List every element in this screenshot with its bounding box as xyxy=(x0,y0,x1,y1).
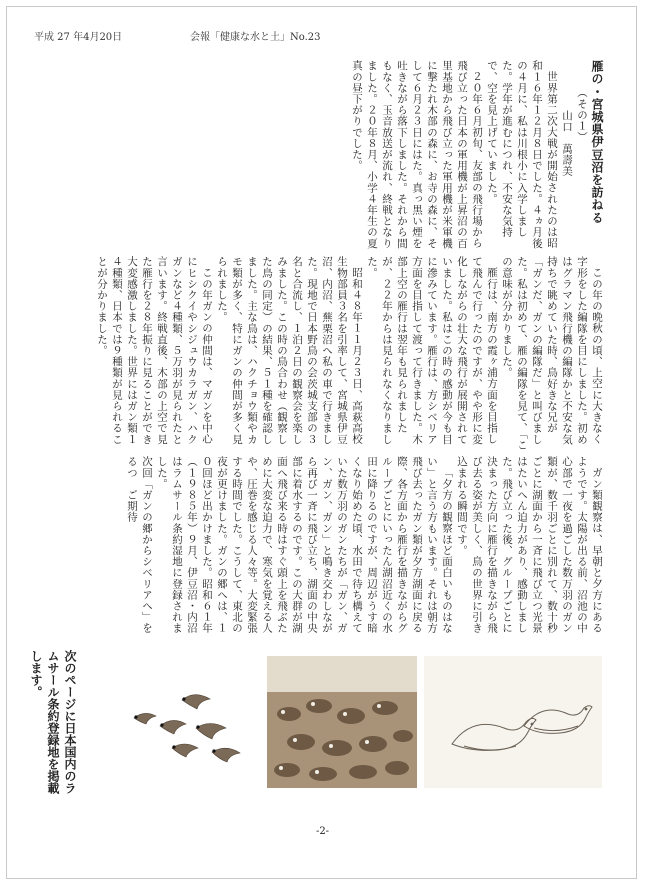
article-title: 雁の・宮城県伊豆沼を訪ねる xyxy=(590,60,604,224)
paragraph: ２０年６月初旬、友部の飛行場から飛び立った日本の軍用機が上昇沼の百里基地から飛び立った軍用機が米軍機に撃たれ木部の森に、お寺の森に、そして６月２３日にはた。真っ黒い煙を吐きながら落下しました。それから間もなく、玉音放送が流れ、終戦となりました。２０年８月、小学４年生の夏真の昼下がりでした。 xyxy=(351,60,483,249)
header-newsletter-title: 会報「健康な水と土」No.23 xyxy=(190,32,321,43)
article-author: 山口 萬壽美 xyxy=(561,110,573,177)
article-band-bottom xyxy=(30,456,604,642)
geese-flock-image xyxy=(267,656,417,788)
paragraph: この年の晩秋の頃、上空に大きなく字形をした編隊を目にしました。初めはグラマン飛行機の編隊かと不安な気持ちで眺めていた時、鳥好きな兄が「ガンだ、ガンの編隊だ」と叫びました。私は初めて、雁の編隊を見て、「この意味が分かりました。 xyxy=(501,256,603,451)
article-band-middle xyxy=(30,256,604,452)
paragraph: 昭和４８年１１月２３日、高萩高校生物部員３名を引率して、宮城県伊豆沼、内沼、蕪栗沼へ私の車で行きました。現地で日本野鳥の会茨城支部の３名と合流し、１泊２日の観察会を楽しみました。この時の鳥合わせ（観察した鳥の同定）の結果、５１種を確認しました。主な鳥は、ハクチョウ類やカモ類が多く、特にガンの仲間が多く見られました。 xyxy=(216,256,363,445)
next-issue-note: 次回「ガンの郷からシベリアへ」をるつ ご期待 xyxy=(126,456,153,634)
geese-flock-photo xyxy=(267,656,417,788)
geese-sketch-image xyxy=(424,656,602,788)
paragraph: 世界第二次大戦が開始されたのは昭和１６年１２月８日でした。４ヵ月後の４月に、私は川根小に入学しました。学年が進むにつれ、不安な気持で、空を見上げていました。 xyxy=(486,60,558,249)
article-band-top xyxy=(30,60,604,252)
paragraph: ガン類観察は、早朝と夕方にあるようです。太陽が出る前、沼池の中心部で一夜を過ごした数万羽のガン類が、数千羽ごとに別れて、数十秒ごとに湖面から一斉に飛び立つ光景はたいへん迫力があり、感動しました。飛び立った後、グループごとに決まった方向に雁行を描きながら飛び去る姿が美しく、鳥の世界に引き込まれる瞬間です。 xyxy=(456,456,603,634)
photo-strip xyxy=(112,656,602,788)
paragraph: この年ガンの仲間は、マガンを中心にヒシクイやシジュウカラガン、ハクガンなど４種類、５万羽が見られたと言います。終戦直後、木部の上空で見た雁行を２８年振りに見ることができ大変感激しました。世界にはガン類１４種類、日本では９種類が見られることが分かりました。 xyxy=(96,256,213,445)
geese-in-flight-image xyxy=(112,656,262,788)
paragraph: 「夕方の観察ほど面白いものはない」と言う方もいます。それは朝方飛び去ったガン類が夕方湖面に戻る際、各方面から雁行を描きながらグループごとにいったん湖沼近くの水田に降りるのですが、周辺がうす暗くなり始めた頃、水田で待ち構えていた数万羽のガンたちが「ガン、ガン、ガン、ガン」と鳴き交わしながら再び一斉に飛び立ち、湖面の中央部に着水するのです。この大群が湖面へ飛び来る時はすぐ頭上を飛ぶために大変な迫力で、寒気を覚える人や、圧巻を感じる人々等。大変緊張する時間でした。こうして、東北の夜が更けました。ガンの郷へは、１０回ほど出かけました。昭和６１年（１９８５年）９月、伊豆沼・内沼はラムサール条約湿地に登録されました。 xyxy=(156,456,453,634)
article-part: （その１） xyxy=(576,87,588,143)
page-number: -2- xyxy=(315,826,330,837)
page-number-row xyxy=(0,826,645,837)
geese-in-flight-photo xyxy=(112,656,262,788)
geese-sketch xyxy=(424,656,602,788)
paragraph: 雁行は、南方の霞ヶ浦方面を目指して飛んで行ったのですが、やや形に変化しながらの壮大な飛行が展開されていました。私はこの時の感動が今も目に滲みています。雁行は、方シベリア方面を目指して渡って行きました。木部上空の雁行は翌年も見られましたが、２２年からは見られなくなりました。 xyxy=(366,256,498,445)
next-page-notice: 次のページに日本国内のラムサール条約登録地を掲載します。 xyxy=(29,650,77,794)
header-date: 平成 27 年4月20日 xyxy=(34,32,123,43)
